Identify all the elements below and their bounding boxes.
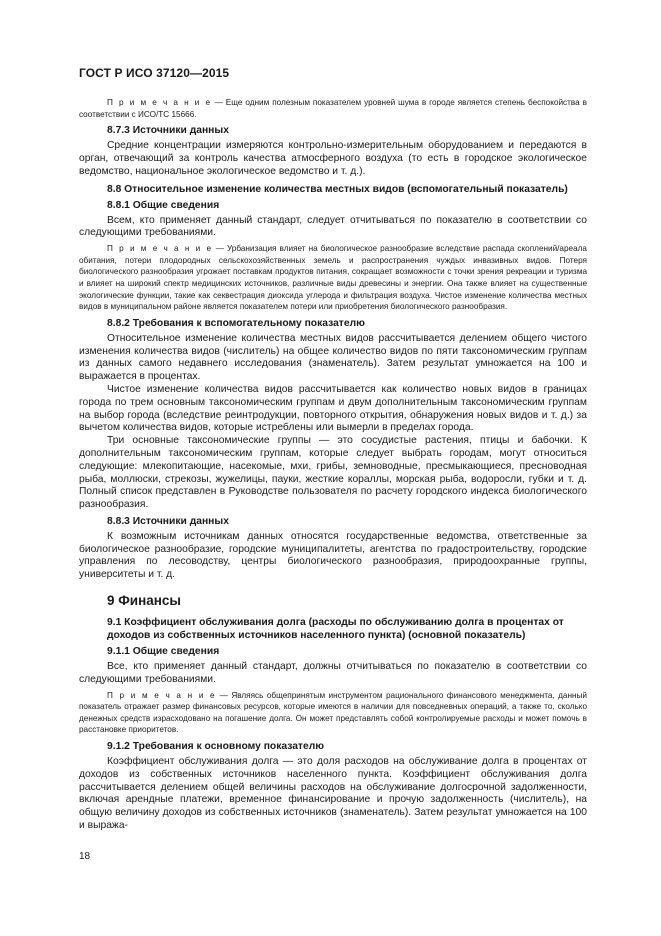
document-body: [79, 97, 587, 836]
paragraph: Чистое изменение количества видов рассчитывается как количество новых видов в границах города по трем основным таксономическим группам и двум дополнительным таксономическим группам на выбор города (вследствие реинтродукции, повторного открытия, обнаружения новых видов и т. д.) за вычетом количества видов, которые истреблены или вымерли в пределах города.: [79, 383, 587, 434]
page-number: 18: [79, 851, 91, 862]
paragraph: Три основные таксономические группы — это сосудистые растения, птицы и бабочки. К дополнительным таксономическим группам, которые следует выбрать городам, могут относиться следующие: млекопитающие, насекомые, мхи, грибы, земноводные, пресмыкающиеся, пресноводная рыба, моллюски, стрекозы, жужелицы, пауки, жесткие кораллы, морская рыба, водоросли, губки и т. д. Полный список представлен в Руководстве пользователя по расчету городского индекса биологического разнообразия.: [79, 435, 587, 511]
note-text: — Являясь общепринятым инструментом рационального финансового менеджмента, данный показатель отражает размер финансовых ресурсов, которые имеются в наличии для повседневных операций, а также то, сколько денежных средств израсходовано на погашение долга. Он может представлять собой контролируемые расходы и может помочь в расстановке приоритетов.: [79, 690, 587, 735]
section-9-1-2-heading: 9.1.2 Требования к основному показателю: [107, 741, 325, 753]
paragraph: К возможным источникам данных относятся государственные ведомства, ответственные за биологическое разнообразие, городские муниципалитеты, агентства по градостроительству, городские управления по лесоводству, центры биологического разнообразия, природоохранные группы, университеты и т. д.: [79, 530, 587, 581]
section-9-heading: 9 Финансы: [107, 593, 181, 609]
note-urbanization: [79, 243, 587, 313]
note-text: — Еще одним полезным показателем уровней шума в городе является степень беспокойства в соответствии с ИСО/ТС 15666.: [79, 98, 587, 119]
section-8-8-3-heading: 8.8.3 Источники данных: [107, 515, 229, 527]
section-8-8-1-heading: 8.8.1 Общие сведения: [107, 199, 220, 211]
section-8-8-heading: 8.8 Относительное изменение количества местных видов (вспомогательный показатель): [107, 183, 568, 195]
document-header: ГОСТ Р ИСО 37120—2015: [79, 66, 230, 80]
paragraph: Всем, кто применяет данный стандарт, следует отчитываться по показателю в соответствии со следующими требованиями.: [79, 214, 587, 239]
paragraph: Коэффициент обслуживания долга — это доля расходов на обслуживание долга в процентах от доходов из собственных источников населенного пункта. Коэффициент обслуживания долга рассчитывается делением общей величины расходов на обслуживание долгосрочной задолженности, включая арендные платежи, временное финансирование и прочую задолженность (числитель), на общую величину доходов из собственных источников (знаменатель). Затем результат умножается на 100 и выража-: [79, 756, 587, 832]
note-label: П р и м е ч а н и е: [107, 244, 213, 254]
note-label: П р и м е ч а н и е: [107, 98, 212, 107]
paragraph: Все, кто применяет данный стандарт, должны отчитываться по показателю в соответствии со следующими требованиями.: [79, 661, 587, 685]
section-8-8-2-heading: 8.8.2 Требования к вспомогательному показателю: [107, 317, 365, 329]
section-9-1-heading: 9.1 Коэффициент обслуживания долга (расходы по обслуживанию долга в процентах от доходов из собственных источников населенного пункта) (основной показатель): [107, 617, 564, 642]
note-label: П р и м е ч а н и е: [107, 690, 217, 700]
paragraph: Средние концентрации измеряются контрольно-измерительным оборудованием и передаются в орган, отвечающий за контроль качества атмосферного воздуха (то есть в городское экологическое ведомство, национальное экологическое ведомство и т. д.).: [79, 140, 587, 177]
note-text: — Урбанизация влияет на биологическое разнообразие вследствие распада скоплений/ареала обитания, потери плодородных сельскохозяйственных земель и распространения чуждых инвазивных видов. Потеря биологического разнообразия угрожает поставкам продуктов питания, сокращает возможности с точки зрения рекреации и туризма и влияет на широкий спектр медицинских источников, различные виды древесины и энергии. Она также влияет на существенные экологические функции, такие как секвестрация диоксида углерода и фильтрация воздуха. Чистое изменение количества местных видов в муниципальном районе является показателем потери или приобретения биологического разнообразия.: [79, 244, 587, 312]
section-8-7-3-heading: 8.7.3 Источники данных: [107, 125, 229, 137]
paragraph: Относительное изменение количества местных видов рассчитывается делением общего чистого изменения количества видов (числитель) на общее количество видов по пяти таксономическим группам из данных самого недавнего исследования (знаменатель). Затем результат умножается на 100 и выражается в процентах.: [79, 332, 587, 383]
section-9-1-1-heading: 9.1.1 Общие сведения: [107, 646, 220, 658]
note-noise: [79, 97, 587, 120]
note-finance: [79, 690, 587, 736]
